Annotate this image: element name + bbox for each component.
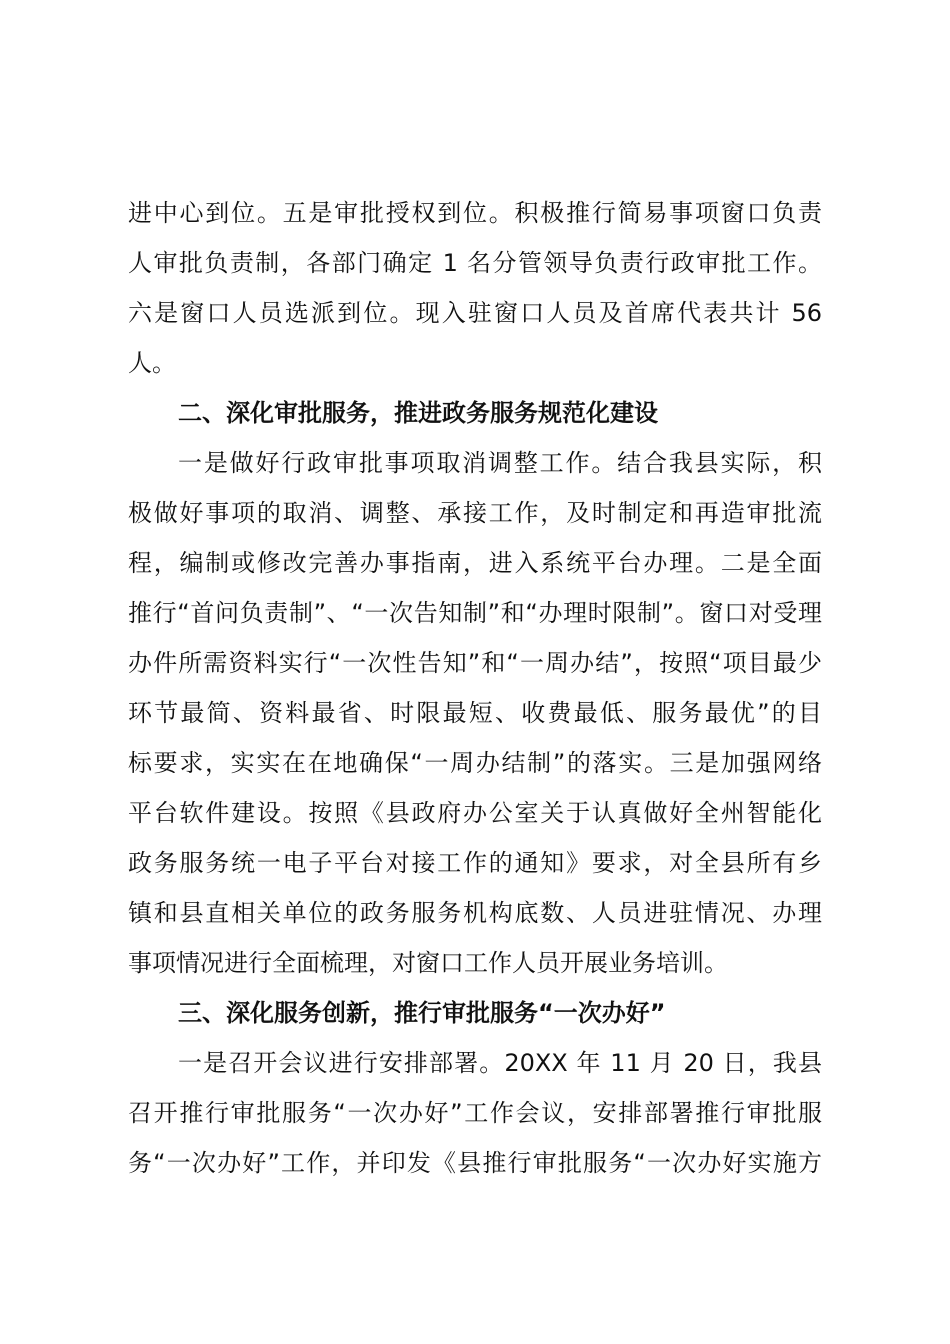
section-heading-3: 三、深化服务创新，推行审批服务“一次办好” [178,999,666,1027]
text-line: 推行“首问负责制”、“一次告知制”和“办理时限制”。窗口对受理 [128,599,822,627]
text-line: 镇和县直相关单位的政务服务机构底数、人员进驻情况、办理 [128,899,822,927]
text-line: 政务服务统一电子平台对接工作的通知》要求，对全县所有乡 [128,849,822,877]
text-line: 务“一次办好”工作，并印发《县推行审批服务“一次办好实施方 [128,1149,822,1177]
text-line: 办件所需资料实行“一次性告知”和“一周办结”，按照“项目最少 [128,649,822,677]
text-line: 召开推行审批服务“一次办好”工作会议，安排部署推行审批服 [128,1099,822,1127]
text-line: 人审批负责制，各部门确定 1 名分管领导负责行政审批工作。 [128,249,822,277]
text-line: 进中心到位。五是审批授权到位。积极推行简易事项窗口负责 [128,199,822,227]
text-line: 环节最简、资料最省、时限最短、收费最低、服务最优”的目 [128,699,822,727]
text-line: 一是做好行政审批事项取消调整工作。结合我县实际，积 [178,449,822,477]
text-line: 事项情况进行全面梳理，对窗口工作人员开展业务培训。 [128,949,728,977]
text-line: 人。 [128,349,176,377]
text-line: 平台软件建设。按照《县政府办公室关于认真做好全州智能化 [128,799,822,827]
text-line: 一是召开会议进行安排部署。20XX 年 11 月 20 日，我县 [178,1049,822,1077]
section-heading-2: 二、深化审批服务，推进政务服务规范化建设 [178,399,658,427]
text-line: 六是窗口人员选派到位。现入驻窗口人员及首席代表共计 56 [128,299,822,327]
text-line: 极做好事项的取消、调整、承接工作，及时制定和再造审批流 [128,499,822,527]
text-line: 标要求，实实在在地确保“一周办结制”的落实。三是加强网络 [128,749,822,777]
text-line: 程，编制或修改完善办事指南，进入系统平台办理。二是全面 [128,549,822,577]
